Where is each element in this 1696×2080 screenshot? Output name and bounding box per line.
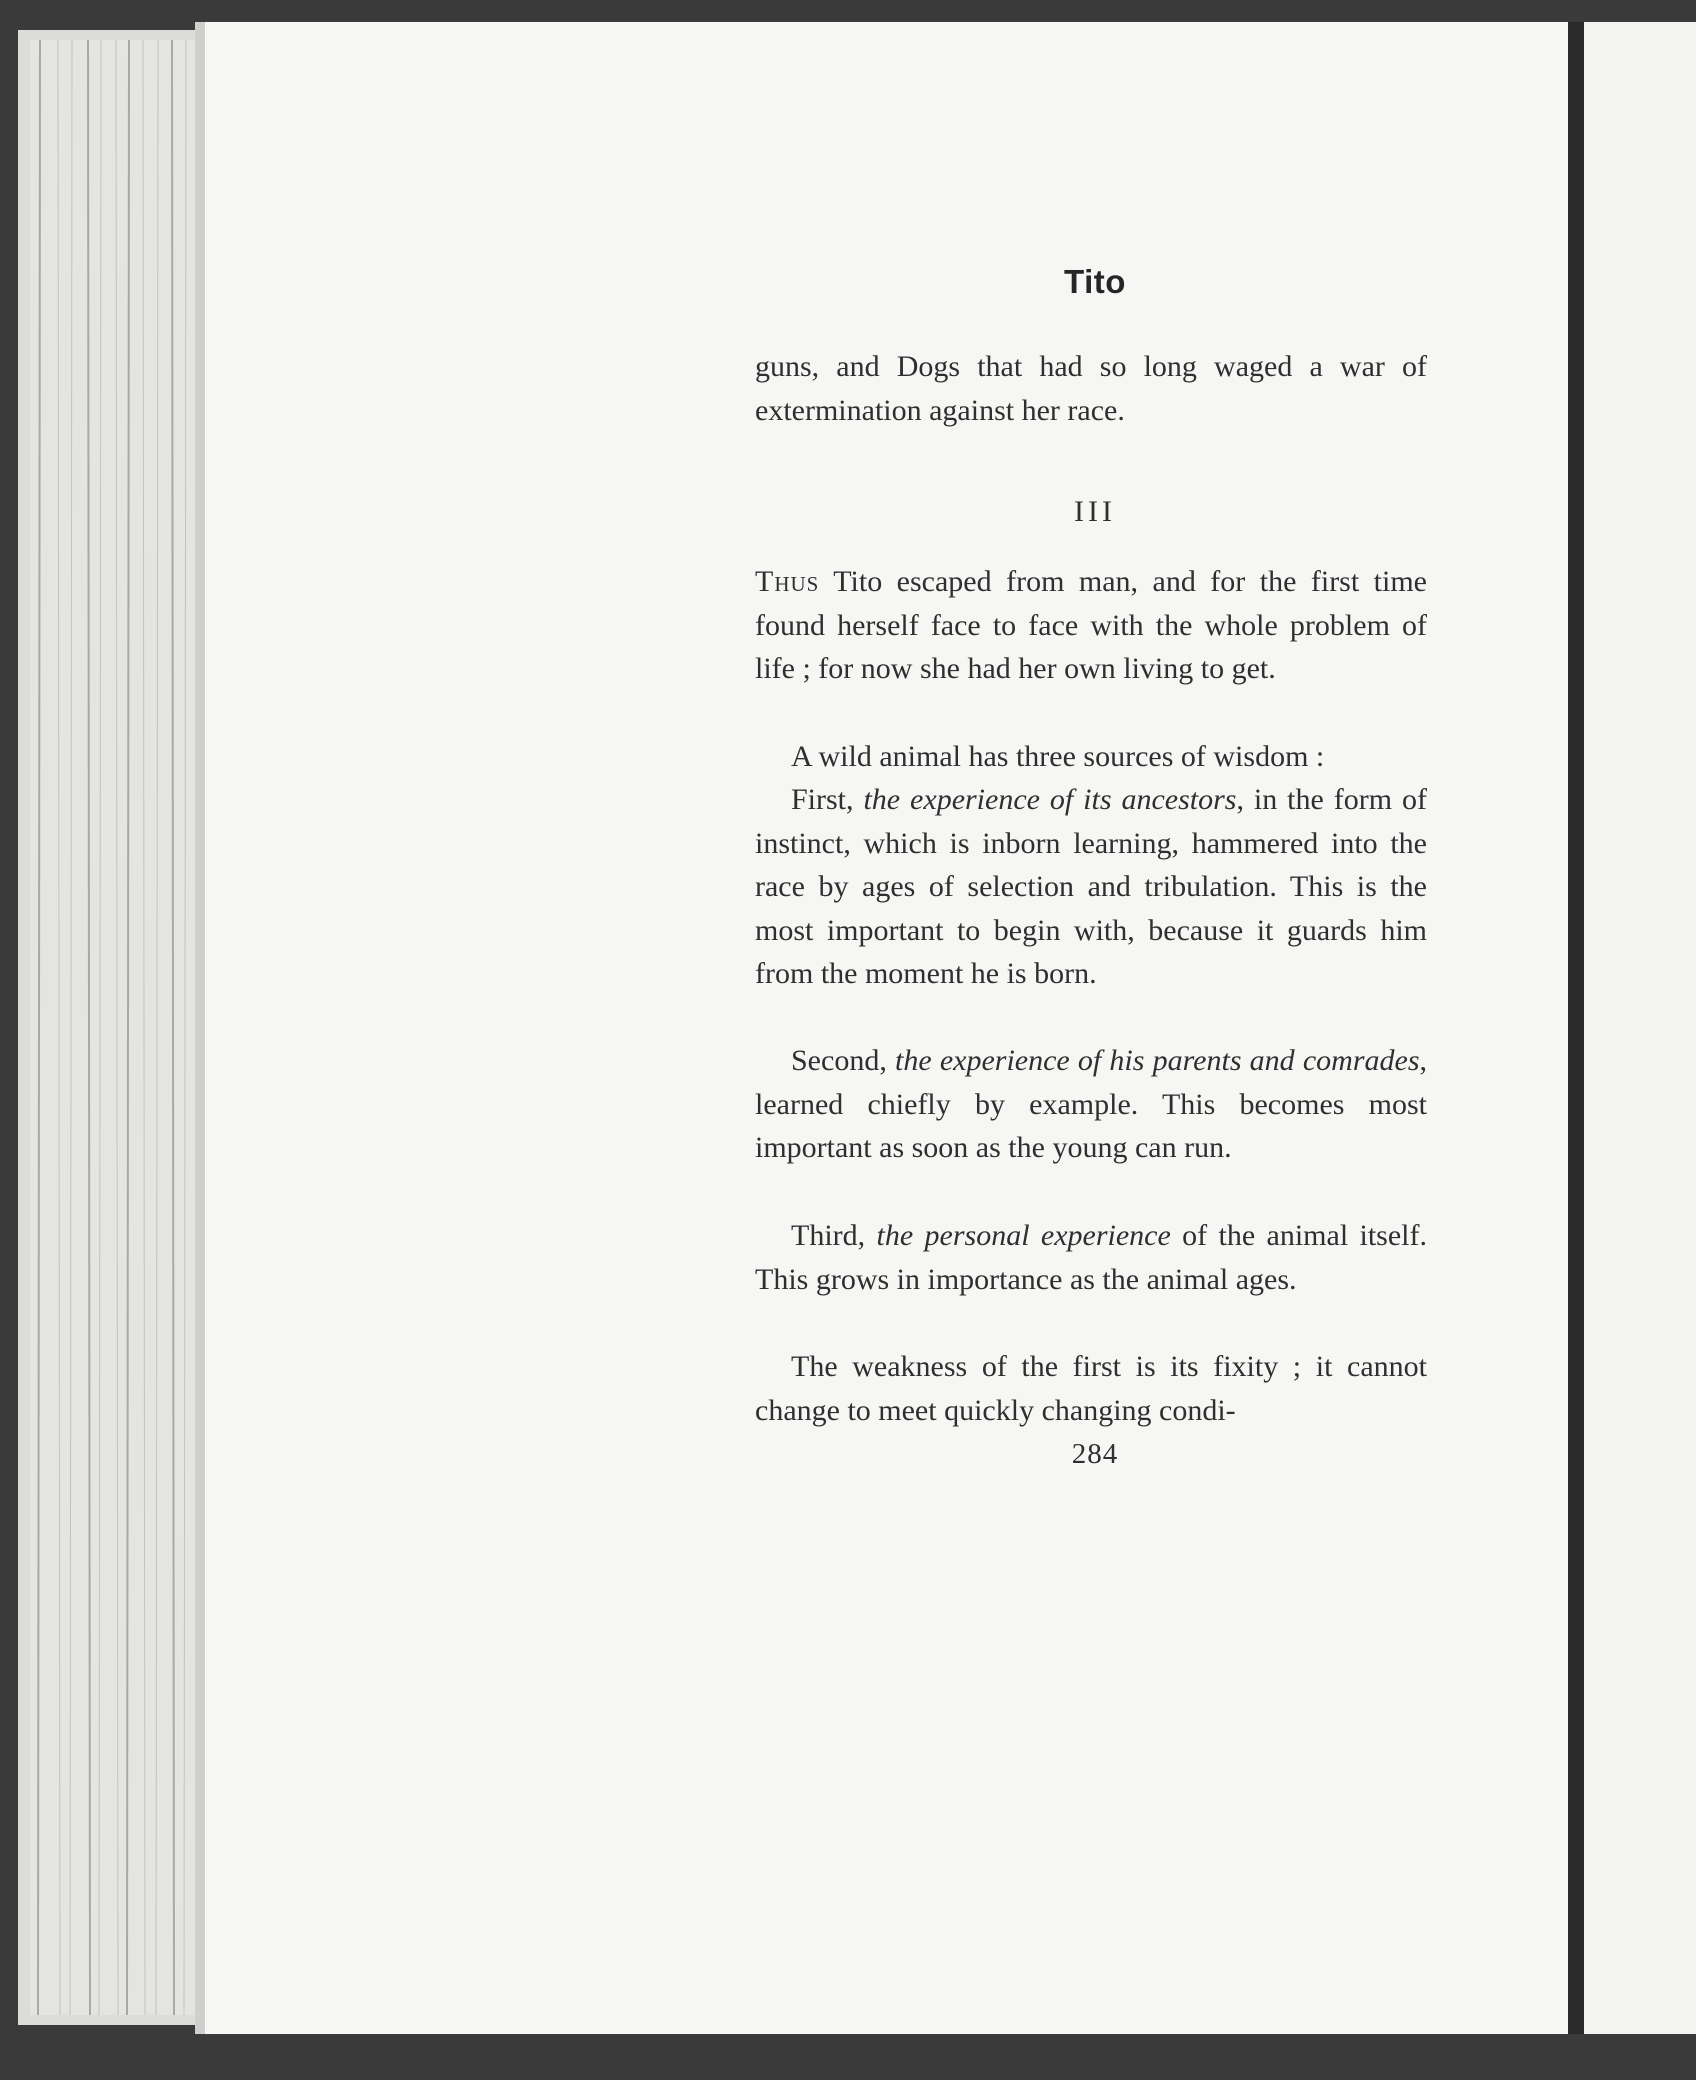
paragraph-lead: Second, [791,1044,895,1077]
page-edge-line [172,40,174,2015]
paragraph-weakness: The weakness of the first is its fixity ; it cannot change to meet quickly changing condi- [755,1350,1427,1427]
page-edge-line [70,40,72,2015]
running-head: Tito [1064,263,1126,300]
page-number: 284 [1071,1438,1119,1470]
paragraph-continuation: guns, and Dogs that had so long waged a war of extermination against her race. [755,350,1427,427]
page-edge-line [88,40,90,2015]
paragraph-first [755,778,1427,996]
paragraph-third [755,1214,1427,1301]
paragraph-text: of the animal itself. This grows in importance as the animal ages. [755,1219,1427,1296]
page-edge-line [38,40,40,2015]
section-heading: III [1074,495,1116,528]
small-caps-lead: Thus [755,565,820,598]
italic-phrase: the experience of its ancestors [863,783,1237,816]
paragraph-three-sources: A wild animal has three sources of wisdom : [791,740,1325,773]
paragraph-second [755,1039,1427,1170]
paragraph-text: , learned chiefly by example. This becomes most important as soon as the young can run. [755,1044,1427,1164]
paragraph-text: Tito escaped from man, and for the first time found herself face to face with the whole problem of life ; for now she had her own living to get. [755,565,1427,685]
page-edge-line [156,40,158,2015]
paragraph-thus [755,560,1427,691]
page-edge-line [184,40,186,2015]
page-edge-line [143,40,145,2015]
page-edge-line [127,40,129,2015]
paragraph-lead: First, [791,783,864,816]
italic-phrase: the personal experience [876,1219,1171,1252]
page-edge-line [116,40,118,2015]
page-edge-line [99,40,101,2015]
italic-phrase: the experience of his parents and comrades [895,1044,1420,1077]
paragraph-lead: Third, [791,1219,877,1252]
paragraph-text: , in the form of instinct, which is inborn learning, hammered into the race by ages of selection and tribulation. This is the most important to begin with, because it guards him from the moment he is born. [755,783,1427,990]
page-edge-line [58,40,60,2015]
